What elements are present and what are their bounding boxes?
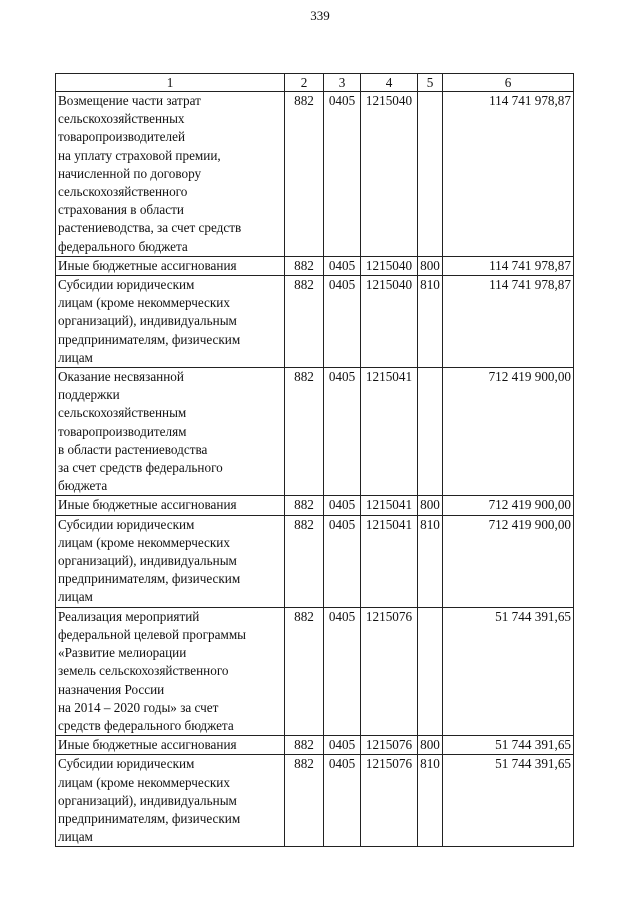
section-code-cell: 0405	[324, 736, 361, 755]
ministry-code-cell: 882	[285, 607, 324, 735]
target-article-cell: 1215076	[361, 755, 418, 847]
amount-cell: 114 741 978,87	[443, 92, 574, 257]
target-article-cell: 1215076	[361, 607, 418, 735]
target-article-cell: 1215041	[361, 496, 418, 515]
table-row	[56, 736, 574, 755]
target-article-cell: 1215040	[361, 92, 418, 257]
column-header: 2	[285, 74, 324, 92]
row-name-cell: Субсидии юридическим лицам (кроме некоммерческих организаций), индивидуальным предпринимателям, физическим лицам	[56, 276, 285, 368]
target-article-cell: 1215040	[361, 256, 418, 275]
ministry-code-cell: 882	[285, 515, 324, 607]
column-header: 3	[324, 74, 361, 92]
row-name-cell: Субсидии юридическим лицам (кроме некоммерческих организаций), индивидуальным предпринимателям, физическим лицам	[56, 515, 285, 607]
expense-type-cell	[418, 368, 443, 496]
amount-cell: 712 419 900,00	[443, 368, 574, 496]
column-header: 5	[418, 74, 443, 92]
section-code-cell: 0405	[324, 496, 361, 515]
budget-table	[55, 73, 574, 847]
table-row	[56, 755, 574, 847]
table-row	[56, 256, 574, 275]
expense-type-cell: 810	[418, 515, 443, 607]
section-code-cell: 0405	[324, 368, 361, 496]
table-row	[56, 276, 574, 368]
expense-type-cell: 810	[418, 755, 443, 847]
row-name-cell: Реализация мероприятий федеральной целевой программы «Развитие мелиорации земель сельскохозяйственного назначения России на 2014 – 2020 годы» за счет средств федерального бюджета	[56, 607, 285, 735]
section-code-cell: 0405	[324, 755, 361, 847]
amount-cell: 114 741 978,87	[443, 256, 574, 275]
row-name-cell: Оказание несвязанной поддержки сельскохозяйственным товаропроизводителям в области растениеводства за счет средств федерального бюджета	[56, 368, 285, 496]
column-header: 1	[56, 74, 285, 92]
table-row	[56, 92, 574, 257]
table-row	[56, 368, 574, 496]
expense-type-cell: 800	[418, 736, 443, 755]
expense-type-cell: 800	[418, 496, 443, 515]
row-name-cell: Иные бюджетные ассигнования	[56, 736, 285, 755]
column-header: 4	[361, 74, 418, 92]
row-name-cell: Иные бюджетные ассигнования	[56, 496, 285, 515]
row-name-cell: Иные бюджетные ассигнования	[56, 256, 285, 275]
row-name-cell: Субсидии юридическим лицам (кроме некоммерческих организаций), индивидуальным предпринимателям, физическим лицам	[56, 755, 285, 847]
ministry-code-cell: 882	[285, 92, 324, 257]
expense-type-cell: 810	[418, 276, 443, 368]
target-article-cell: 1215041	[361, 515, 418, 607]
target-article-cell: 1215040	[361, 276, 418, 368]
ministry-code-cell: 882	[285, 368, 324, 496]
amount-cell: 114 741 978,87	[443, 276, 574, 368]
section-code-cell: 0405	[324, 607, 361, 735]
target-article-cell: 1215076	[361, 736, 418, 755]
section-code-cell: 0405	[324, 256, 361, 275]
target-article-cell: 1215041	[361, 368, 418, 496]
section-code-cell: 0405	[324, 515, 361, 607]
table-row	[56, 515, 574, 607]
ministry-code-cell: 882	[285, 755, 324, 847]
row-name-cell: Возмещение части затрат сельскохозяйственных товаропроизводителей на уплату страховой премии, начисленной по договору сельскохозяйственного страхования в области растениеводства, за счет средств федерального бюджета	[56, 92, 285, 257]
amount-cell: 712 419 900,00	[443, 515, 574, 607]
section-code-cell: 0405	[324, 92, 361, 257]
amount-cell: 51 744 391,65	[443, 736, 574, 755]
ministry-code-cell: 882	[285, 496, 324, 515]
ministry-code-cell: 882	[285, 736, 324, 755]
expense-type-cell	[418, 607, 443, 735]
amount-cell: 51 744 391,65	[443, 607, 574, 735]
header-row	[56, 74, 574, 92]
column-header: 6	[443, 74, 574, 92]
page-number: 339	[310, 8, 330, 23]
amount-cell: 712 419 900,00	[443, 496, 574, 515]
expense-type-cell: 800	[418, 256, 443, 275]
section-code-cell: 0405	[324, 276, 361, 368]
ministry-code-cell: 882	[285, 256, 324, 275]
table-row	[56, 607, 574, 735]
ministry-code-cell: 882	[285, 276, 324, 368]
amount-cell: 51 744 391,65	[443, 755, 574, 847]
expense-type-cell	[418, 92, 443, 257]
table-row	[56, 496, 574, 515]
